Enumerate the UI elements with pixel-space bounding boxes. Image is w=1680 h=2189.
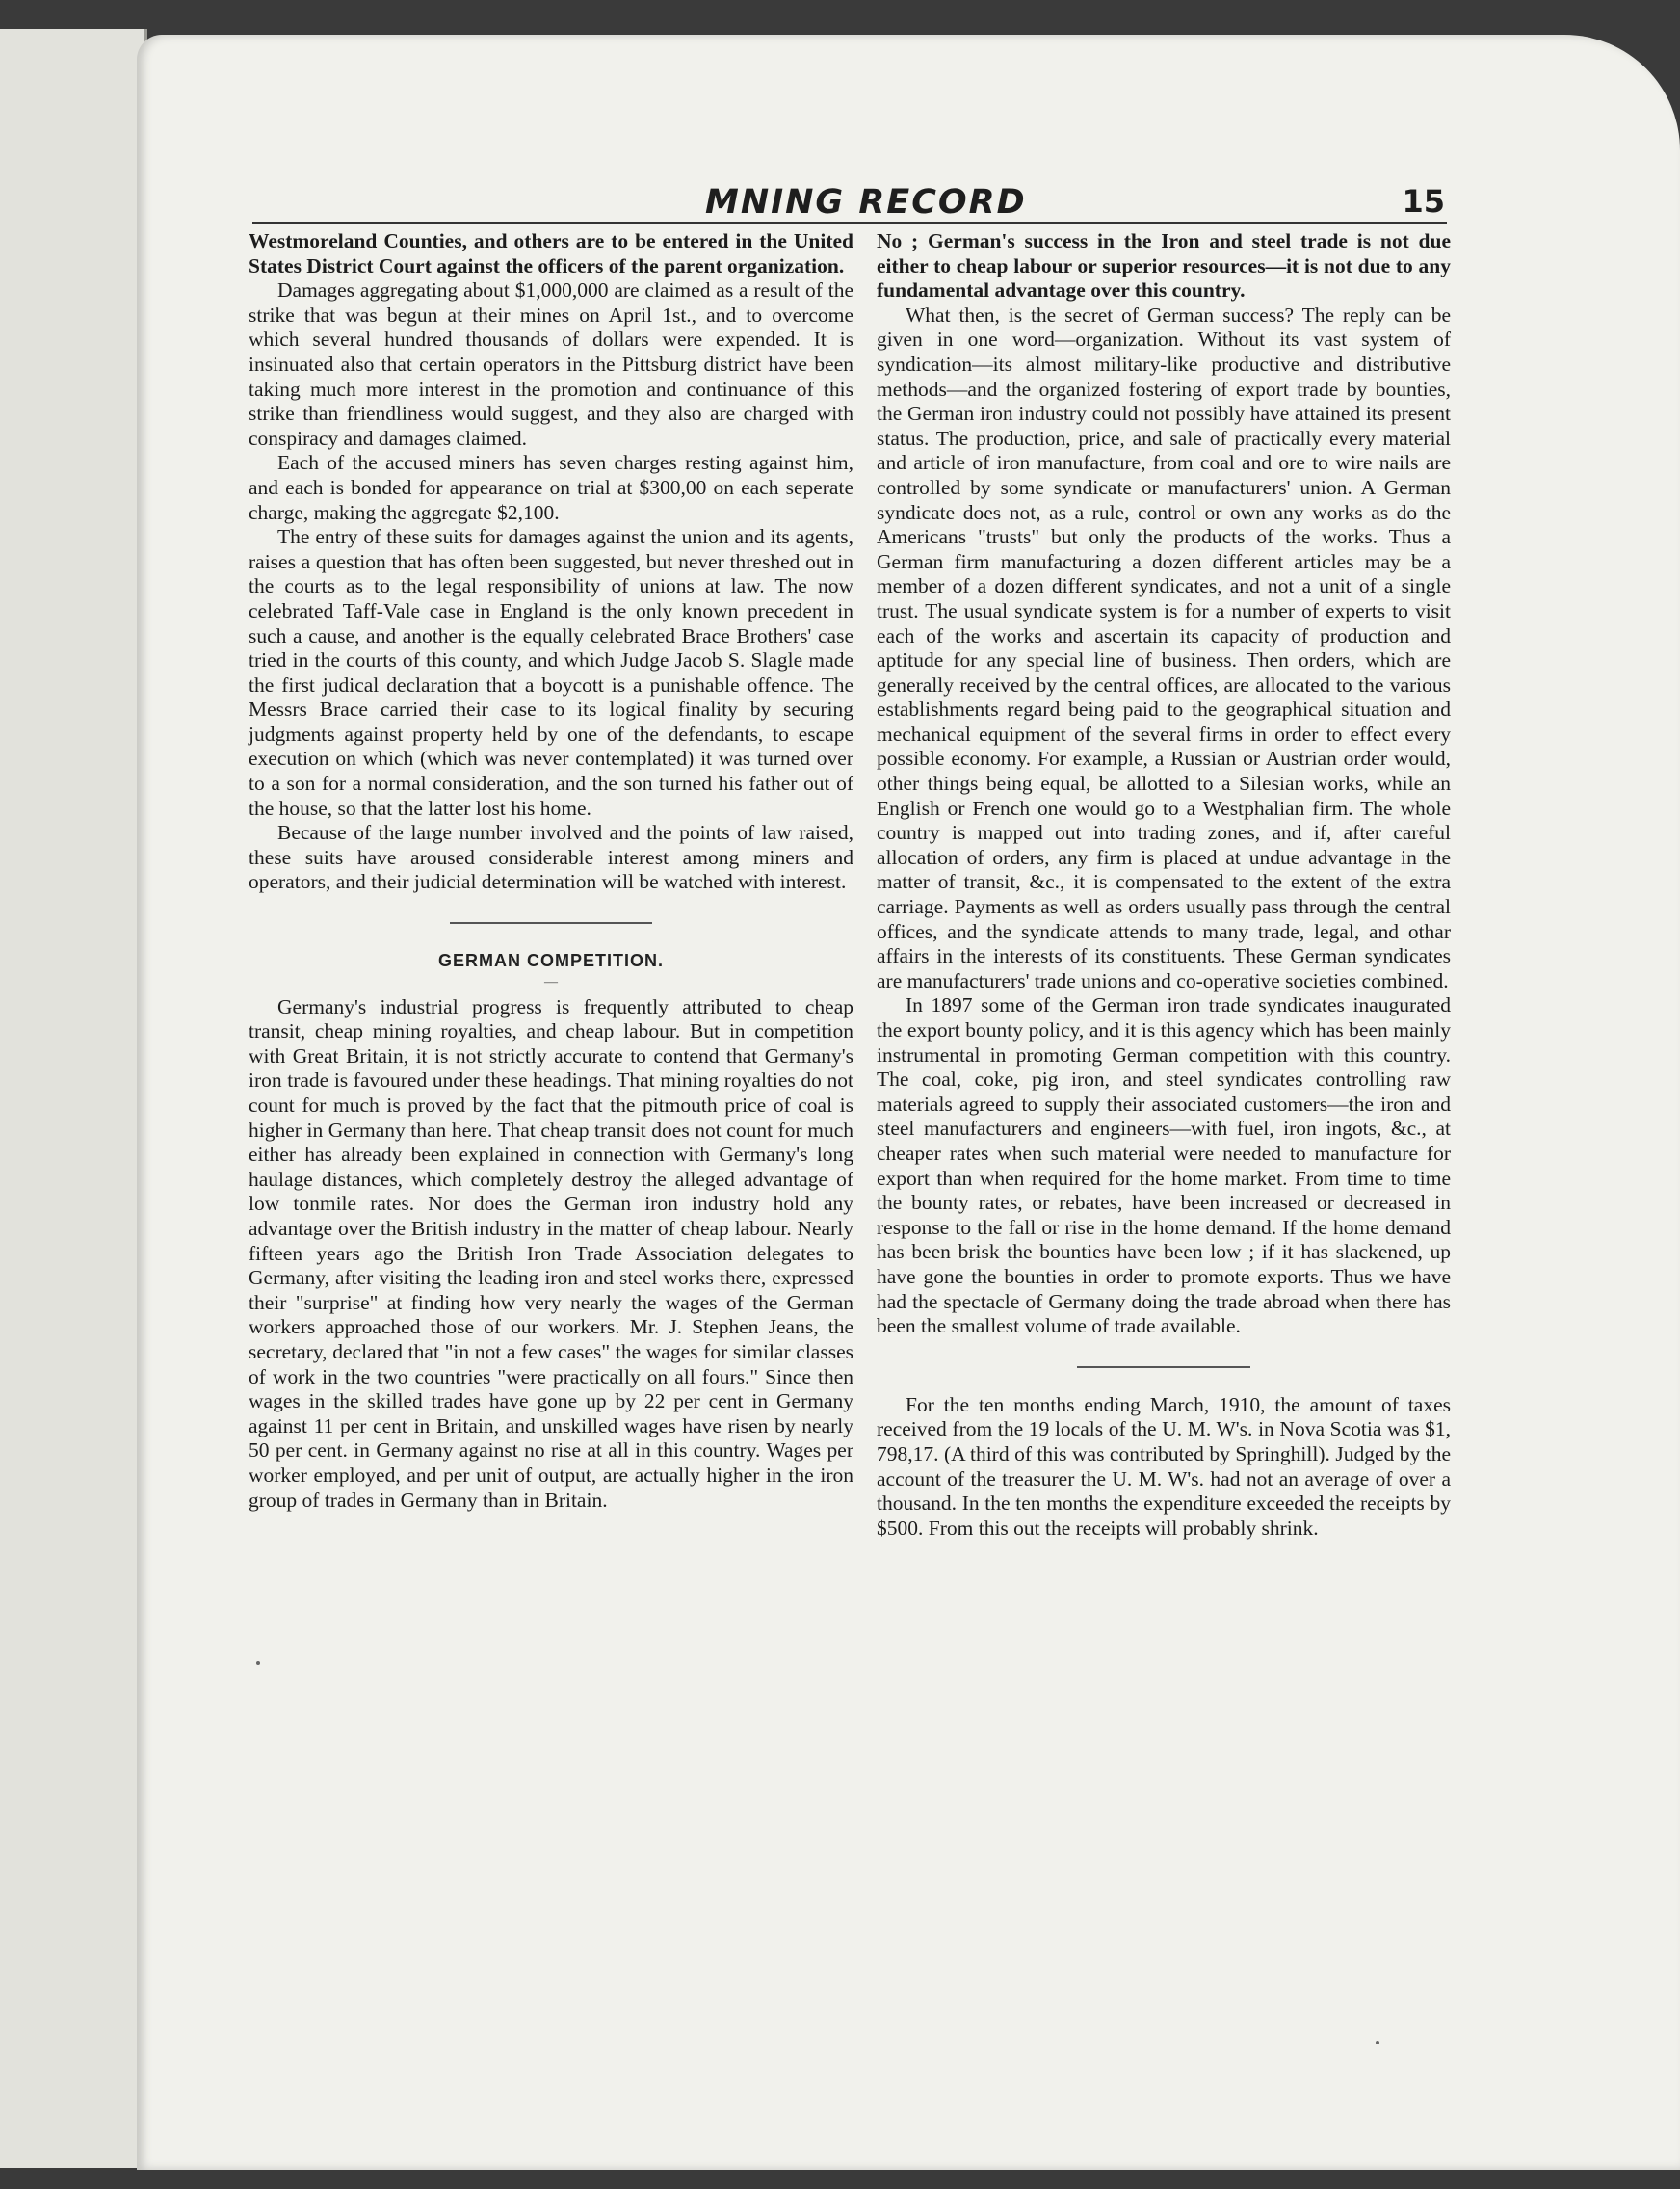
paper-speck [1376, 2041, 1379, 2044]
paragraph: The entry of these suits for damages against the union and its agents, raises a question that has often been suggested, but never threshed out in the courts as to the legal responsibility of unions at law. The now celebrated Taff-Vale case in England is the only known precedent in such a cause, and another is the equally celebrated Brace Brothers' case tried in the courts of this county, and which Judge Jacob S. Slagle made the first judical declaration that a boycott is a punishable offence. The Messrs Brace carried their case to its logical finality by securing judgments against property held by one of the defendants, to escape execution on which (which was never contemplated) it was turned over to a son for a normal consideration, and the son turned his father out of the house, so that the latter lost his home. [249, 525, 853, 820]
page-number: 15 [1402, 183, 1445, 220]
paper-speck [256, 1661, 260, 1665]
paragraph: Damages aggregating about $1,000,000 are claimed as a result of the strike that was begun at their mines on April 1st., and to overcome which several hundred thousands of dollars were expended. It is insinuated also that certain operators in the Pittsburg district have been taking much more interest in the promotion and continuance of this strike than friendliness would suggest, and they also are charged with conspiracy and damages claimed. [249, 278, 853, 450]
heading-dash: — [544, 974, 558, 989]
section-divider [450, 922, 652, 924]
publication-title: MNING RECORD [705, 183, 1027, 222]
section-divider [1077, 1366, 1250, 1368]
left-column [249, 229, 853, 1513]
paragraph: In 1897 some of the German iron trade syndicates inaugurated the export bounty policy, and it is this agency which has been mainly instrumental in promoting German competition with this country. The coal, coke, pig iron, and steel syndicates controlling raw materials agreed to supply their associated customers—the iron and steel manufacturers and engineers—with fuel, iron ingots, &c., at cheaper rates when such material were needed to manufacture for export than when required for the home market. From time to time the bounty rates, or rebates, have been increased or decreased in response to the fall or rise in the home demand. If the home demand has been brisk the bounties have been low ; if it has slackened, up have gone the bounties in order to promote exports. Thus we have had the spectacle of Germany doing the trade abroad when there has been the smallest volume of trade available. [877, 993, 1451, 1338]
facing-page-edge [0, 29, 147, 2168]
section-heading: GERMAN COMPETITION. [438, 951, 664, 971]
right-column [877, 229, 1451, 1541]
running-header [252, 183, 1447, 224]
paragraph: Germany's industrial progress is frequently attributed to cheap transit, cheap mining royalties, and cheap labour. But in competition with Great Britain, it is not strictly accurate to contend that Germany's iron trade is favoured under these headings. That mining royalties do not count for much is proved by the fact that the pitmouth price of coal is higher in Germany than here. That cheap transit does not count for much either has already been explained in connection with Germany's long haulage distances, which completely destroy the alleged advantage of low tonmile rates. Nor does the German iron industry hold any advantage over the British industry in the matter of cheap labour. Nearly fifteen years ago the British Iron Trade Association delegates to Germany, after visiting the leading iron and steel works there, expressed their "surprise" at finding how very nearly the wages of the German workers approached those of our workers. Mr. J. Stephen Jeans, the secretary, declared that "in not a few cases" the wages for similar classes of work in the two countries "were practically on all fours." Since then wages in the skilled trades have gone up by 22 per cent in Germany against 11 per cent in Britain, and unskilled wages have risen by nearly 50 per cent. in Germany against no rise at all in this country. Wages per worker employed, and per unit of output, are actually higher in the iron group of trades in Germany than in Britain. [249, 994, 853, 1512]
paragraph: Because of the large number involved and the points of law raised, these suits have aroused considerable interest among miners and operators, and their judicial determination will be watched with interest. [249, 821, 853, 894]
paragraph: Westmoreland Counties, and others are to be entered in the United States District Court against the officers of the parent organization. [249, 229, 853, 277]
paragraph: Each of the accused miners has seven charges resting against him, and each is bonded for appearance on trial at $300,00 on each seperate charge, making the aggregate $2,100. [249, 451, 853, 524]
paragraph: For the ten months ending March, 1910, the amount of taxes received from the 19 locals of the U. M. W's. in Nova Scotia was $1, 798,17. (A third of this was contributed by Springhill). Judged by the account of the treasurer the U. M. W's. had not an average of over a thousand. In the ten months the expenditure exceeded the receipts by $500. From this out the receipts will probably shrink. [877, 1392, 1451, 1540]
paragraph: What then, is the secret of German success? The reply can be given in one word—organization. Without its vast system of syndication—its almost military-like productive and distributive methods—and the organized fostering of export trade by bounties, the German iron industry could not possibly have attained its present status. The production, price, and sale of practically every material and article of iron manufacture, from coal and ore to wire nails are controlled by some syndicate or manufacturers' union. A German syndicate does not, as a rule, control or own any works as do the Americans "trusts" but only the products of the works. Thus a German firm manufacturing a dozen different articles may be a member of a dozen different syndicates, and not a unit of a single trust. The usual syndicate system is for a number of experts to visit each of the works and ascertain its capacity of production and aptitude for any special line of business. Then orders, which are generally received by the central offices, are allocated to the various establishments regard being paid to the geographical situation and mechanical equipment of the several firms in order to effect every possible economy. For example, a Russian or Austrian order would, other things being equal, be allotted to a Silesian works, while an English or French one would go to a Westphalian firm. The whole country is mapped out into trading zones, and if, after careful allocation of orders, any firm is placed at undue advantage in the matter of transit, &c., it is compensated to the extent of the extra carriage. Payments as well as orders usually pass through the central offices, and the syndicate attends to many trade, legal, and othar affairs in the interests of its constituents. These German syndicates are manufacturers' trade unions and co-operative societies combined. [877, 303, 1451, 992]
paragraph: No ; German's success in the Iron and steel trade is not due either to cheap labour or superior resources—it is not due to any fundamental advantage over this country. [877, 229, 1451, 303]
